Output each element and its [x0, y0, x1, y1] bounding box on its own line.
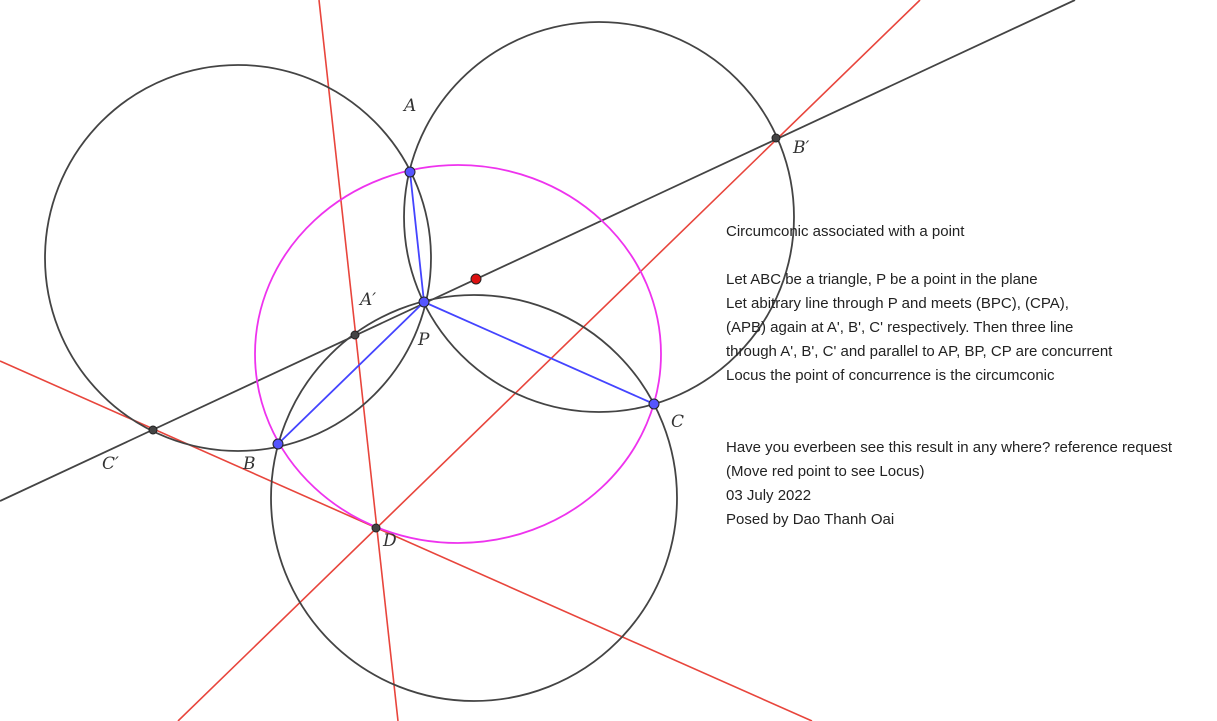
- point-a[interactable]: [405, 167, 415, 177]
- movable-red-point[interactable]: [471, 274, 481, 284]
- label-c: C: [671, 412, 685, 432]
- note-title: Circumconic associated with a point: [726, 223, 965, 240]
- label-c-prime: C′: [102, 454, 119, 474]
- note-date: 03 July 2022: [726, 487, 812, 504]
- point-c[interactable]: [649, 399, 659, 409]
- label-a-prime: A′: [360, 290, 377, 310]
- label-a: A: [404, 96, 417, 116]
- point-b-prime[interactable]: [772, 134, 780, 142]
- red-line-through-c-prime: [0, 361, 812, 721]
- circle-bpc: [271, 295, 677, 701]
- circle-apb: [45, 65, 431, 451]
- point-d[interactable]: [372, 524, 380, 532]
- label-d: D: [383, 531, 397, 551]
- note-author: Posed by Dao Thanh Oai: [726, 511, 895, 528]
- note-line-2: Let abitrary line through P and meets (BPC), (CPA),: [726, 295, 1069, 312]
- note-question: Have you everbeen see this result in any where? reference request: [726, 439, 1173, 456]
- point-p[interactable]: [419, 297, 429, 307]
- point-b[interactable]: [273, 439, 283, 449]
- note-hint: (Move red point to see Locus): [726, 463, 925, 480]
- label-b-prime: B′: [793, 138, 810, 158]
- label-b: B: [243, 454, 256, 474]
- note-line-1: Let ABC be a triangle, P be a point in the plane: [726, 271, 1038, 288]
- point-a-prime[interactable]: [351, 331, 359, 339]
- note-line-3: (APB) again at A', B', C' respectively. Then three line: [726, 319, 1074, 336]
- note-line-5: Locus the point of concurrence is the circumconic: [726, 367, 1055, 384]
- segment-bp: [278, 302, 424, 444]
- segment-ap: [410, 172, 424, 302]
- point-c-prime[interactable]: [149, 426, 157, 434]
- note-line-4: through A', B', C' and parallel to AP, BP, CP are concurrent: [726, 343, 1113, 360]
- label-p: P: [418, 330, 430, 350]
